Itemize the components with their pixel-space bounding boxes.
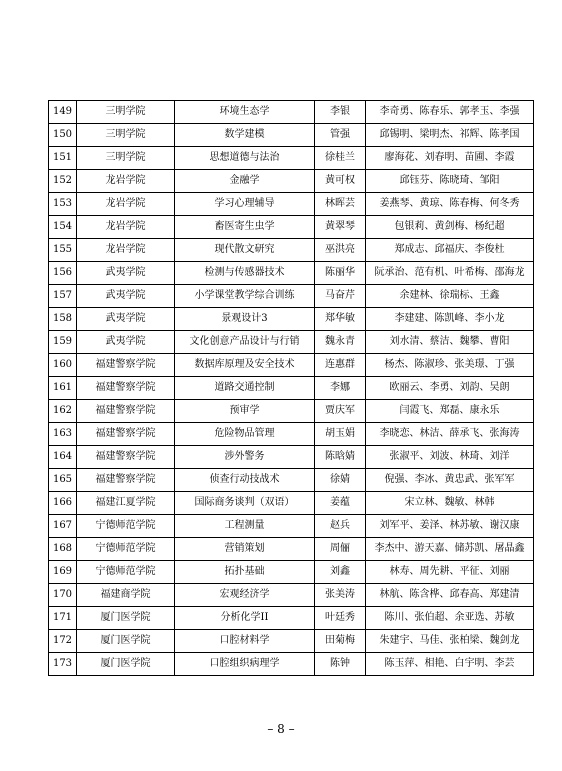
course-name-cell: 畜医寄生虫学: [175, 216, 315, 239]
school-name-cell: 宁德师范学院: [77, 561, 175, 584]
course-name-cell: 小学课堂教学综合训练: [175, 285, 315, 308]
table-row: [49, 653, 534, 676]
row-index-cell: 168: [49, 538, 77, 561]
team-members-cell: 包银莉、黄剑梅、杨纪超: [366, 216, 534, 239]
school-name-cell: 福建警察学院: [77, 469, 175, 492]
table-row: [49, 285, 534, 308]
team-members-cell: 邱锡明、梁明杰、祁辉、陈孝国: [366, 124, 534, 147]
table-row: [49, 193, 534, 216]
course-name-cell: 环境生态学: [175, 101, 315, 124]
school-name-cell: 福建警察学院: [77, 423, 175, 446]
course-name-cell: 口腔材料学: [175, 630, 315, 653]
row-index-cell: 152: [49, 170, 77, 193]
course-name-cell: 数据库原理及安全技术: [175, 354, 315, 377]
course-name-cell: 现代散文研究: [175, 239, 315, 262]
course-name-cell: 文化创意产品设计与行销: [175, 331, 315, 354]
course-leader-cell: 张美涛: [315, 584, 366, 607]
course-name-cell: 学习心理辅导: [175, 193, 315, 216]
course-leader-cell: 陈丽华: [315, 262, 366, 285]
row-index-cell: 172: [49, 630, 77, 653]
course-leader-cell: 姜蕴: [315, 492, 366, 515]
team-members-cell: 姜燕琴、黄琼、陈春梅、何冬秀: [366, 193, 534, 216]
table-row: [49, 400, 534, 423]
course-leader-cell: 郑华敏: [315, 308, 366, 331]
table-row: [49, 561, 534, 584]
school-name-cell: 三明学院: [77, 124, 175, 147]
table-row: [49, 492, 534, 515]
course-leader-cell: 刘鑫: [315, 561, 366, 584]
table-row: [49, 147, 534, 170]
school-name-cell: 福建警察学院: [77, 446, 175, 469]
course-name-cell: 工程测量: [175, 515, 315, 538]
course-name-cell: 道路交通控制: [175, 377, 315, 400]
course-name-cell: 景观设计3: [175, 308, 315, 331]
team-members-cell: 刘水清、蔡洁、魏攀、曹阳: [366, 331, 534, 354]
row-index-cell: 159: [49, 331, 77, 354]
row-index-cell: 173: [49, 653, 77, 676]
row-index-cell: 153: [49, 193, 77, 216]
course-leader-cell: 连惠群: [315, 354, 366, 377]
course-name-cell: 金融学: [175, 170, 315, 193]
school-name-cell: 三明学院: [77, 101, 175, 124]
course-name-cell: 数学建模: [175, 124, 315, 147]
row-index-cell: 154: [49, 216, 77, 239]
school-name-cell: 福建警察学院: [77, 400, 175, 423]
course-leader-cell: 魏永青: [315, 331, 366, 354]
school-name-cell: 宁德师范学院: [77, 515, 175, 538]
team-members-cell: 宋立林、魏敏、林韩: [366, 492, 534, 515]
course-leader-cell: 李娜: [315, 377, 366, 400]
school-name-cell: 福建警察学院: [77, 377, 175, 400]
course-leader-cell: 李银: [315, 101, 366, 124]
school-name-cell: 福建江夏学院: [77, 492, 175, 515]
school-name-cell: 厦门医学院: [77, 630, 175, 653]
row-index-cell: 161: [49, 377, 77, 400]
team-members-cell: 李晓恋、林洁、薛承飞、张海涛: [366, 423, 534, 446]
team-members-cell: 刘军平、姜泽、林苏敏、谢汉康: [366, 515, 534, 538]
team-members-cell: 郑成志、邱福庆、李俊杜: [366, 239, 534, 262]
school-name-cell: 龙岩学院: [77, 193, 175, 216]
team-members-cell: 李奇勇、陈春乐、郭孝玉、李强: [366, 101, 534, 124]
table-row: [49, 239, 534, 262]
row-index-cell: 167: [49, 515, 77, 538]
course-leader-cell: 胡玉娟: [315, 423, 366, 446]
table-row: [49, 584, 534, 607]
row-index-cell: 160: [49, 354, 77, 377]
course-leader-cell: 马奋芹: [315, 285, 366, 308]
course-leader-cell: 周俪: [315, 538, 366, 561]
course-name-cell: 检测与传感器技术: [175, 262, 315, 285]
row-index-cell: 165: [49, 469, 77, 492]
school-name-cell: 三明学院: [77, 147, 175, 170]
school-name-cell: 武夷学院: [77, 331, 175, 354]
team-members-cell: 倪强、李冰、黄忠武、张军军: [366, 469, 534, 492]
table-row: [49, 423, 534, 446]
table-row: [49, 607, 534, 630]
table-row: [49, 469, 534, 492]
table-row: [49, 331, 534, 354]
course-name-cell: 侦查行动技战术: [175, 469, 315, 492]
course-name-cell: 宏观经济学: [175, 584, 315, 607]
course-leader-cell: 巫洪亮: [315, 239, 366, 262]
course-leader-cell: 贾庆军: [315, 400, 366, 423]
school-name-cell: 宁德师范学院: [77, 538, 175, 561]
team-members-cell: 廖海花、刘春明、苗圃、李霞: [366, 147, 534, 170]
school-name-cell: 福建商学院: [77, 584, 175, 607]
course-leader-cell: 陈钟: [315, 653, 366, 676]
team-members-cell: 邱钰芬、陈晓琦、邹阳: [366, 170, 534, 193]
course-name-cell: 拓扑基础: [175, 561, 315, 584]
team-members-cell: 杨杰、陈淑珍、张美璟、丁强: [366, 354, 534, 377]
team-members-cell: 林航、陈含桦、邱春高、郑建清: [366, 584, 534, 607]
table-row: [49, 515, 534, 538]
row-index-cell: 149: [49, 101, 77, 124]
team-members-cell: 阮承治、范有机、叶希梅、邵海龙: [366, 262, 534, 285]
school-name-cell: 龙岩学院: [77, 239, 175, 262]
team-members-cell: 余建林、徐瑞标、王鑫: [366, 285, 534, 308]
row-index-cell: 155: [49, 239, 77, 262]
team-members-cell: 林寿、周先耕、平征、刘丽: [366, 561, 534, 584]
course-name-cell: 涉外警务: [175, 446, 315, 469]
team-members-cell: 李杰中、游天嘉、储苏凯、屠晶鑫: [366, 538, 534, 561]
course-leader-cell: 赵兵: [315, 515, 366, 538]
row-index-cell: 157: [49, 285, 77, 308]
team-members-cell: 欧丽云、李勇、刘韵、吴朗: [366, 377, 534, 400]
row-index-cell: 158: [49, 308, 77, 331]
course-name-cell: 口腔组织病理学: [175, 653, 315, 676]
row-index-cell: 169: [49, 561, 77, 584]
table-row: [49, 262, 534, 285]
school-name-cell: 武夷学院: [77, 285, 175, 308]
team-members-cell: 张淑平、刘波、林琦、刘洋: [366, 446, 534, 469]
team-members-cell: 闫霞飞、郑磊、康永乐: [366, 400, 534, 423]
table-row: [49, 170, 534, 193]
course-leader-cell: 陈晗婧: [315, 446, 366, 469]
team-members-cell: 陈川、张伯超、余亚选、苏敏: [366, 607, 534, 630]
team-members-cell: 李建建、陈凯峰、李小龙: [366, 308, 534, 331]
school-name-cell: 龙岩学院: [77, 216, 175, 239]
school-name-cell: 厦门医学院: [77, 653, 175, 676]
row-index-cell: 166: [49, 492, 77, 515]
table-row: [49, 630, 534, 653]
course-leader-cell: 黄翠琴: [315, 216, 366, 239]
table-row: [49, 377, 534, 400]
course-name-cell: 危险物品管理: [175, 423, 315, 446]
table-row: [49, 308, 534, 331]
table-row: [49, 354, 534, 377]
course-leader-cell: 田菊梅: [315, 630, 366, 653]
course-leader-cell: 叶廷秀: [315, 607, 366, 630]
course-leader-cell: 黄可权: [315, 170, 366, 193]
row-index-cell: 171: [49, 607, 77, 630]
row-index-cell: 150: [49, 124, 77, 147]
row-index-cell: 162: [49, 400, 77, 423]
team-members-cell: 朱建宇、马佳、张柏梁、魏剑龙: [366, 630, 534, 653]
table-body: [49, 101, 534, 676]
team-members-cell: 陈玉萍、相艳、白宇明、李芸: [366, 653, 534, 676]
school-name-cell: 厦门医学院: [77, 607, 175, 630]
course-leader-cell: 林晖芸: [315, 193, 366, 216]
course-table: [48, 100, 534, 676]
course-name-cell: 预审学: [175, 400, 315, 423]
table-row: [49, 446, 534, 469]
course-name-cell: 国际商务谈判（双语）: [175, 492, 315, 515]
course-leader-cell: 徐桂兰: [315, 147, 366, 170]
course-leader-cell: 管强: [315, 124, 366, 147]
course-name-cell: 思想道德与法治: [175, 147, 315, 170]
table-row: [49, 124, 534, 147]
school-name-cell: 龙岩学院: [77, 170, 175, 193]
row-index-cell: 163: [49, 423, 77, 446]
course-name-cell: 营销策划: [175, 538, 315, 561]
row-index-cell: 151: [49, 147, 77, 170]
table-row: [49, 538, 534, 561]
course-name-cell: 分析化学II: [175, 607, 315, 630]
table-row: [49, 216, 534, 239]
school-name-cell: 武夷学院: [77, 262, 175, 285]
row-index-cell: 170: [49, 584, 77, 607]
school-name-cell: 福建警察学院: [77, 354, 175, 377]
school-name-cell: 武夷学院: [77, 308, 175, 331]
row-index-cell: 164: [49, 446, 77, 469]
row-index-cell: 156: [49, 262, 77, 285]
table-row: [49, 101, 534, 124]
course-leader-cell: 徐婧: [315, 469, 366, 492]
page-number: – 8 –: [267, 722, 295, 736]
